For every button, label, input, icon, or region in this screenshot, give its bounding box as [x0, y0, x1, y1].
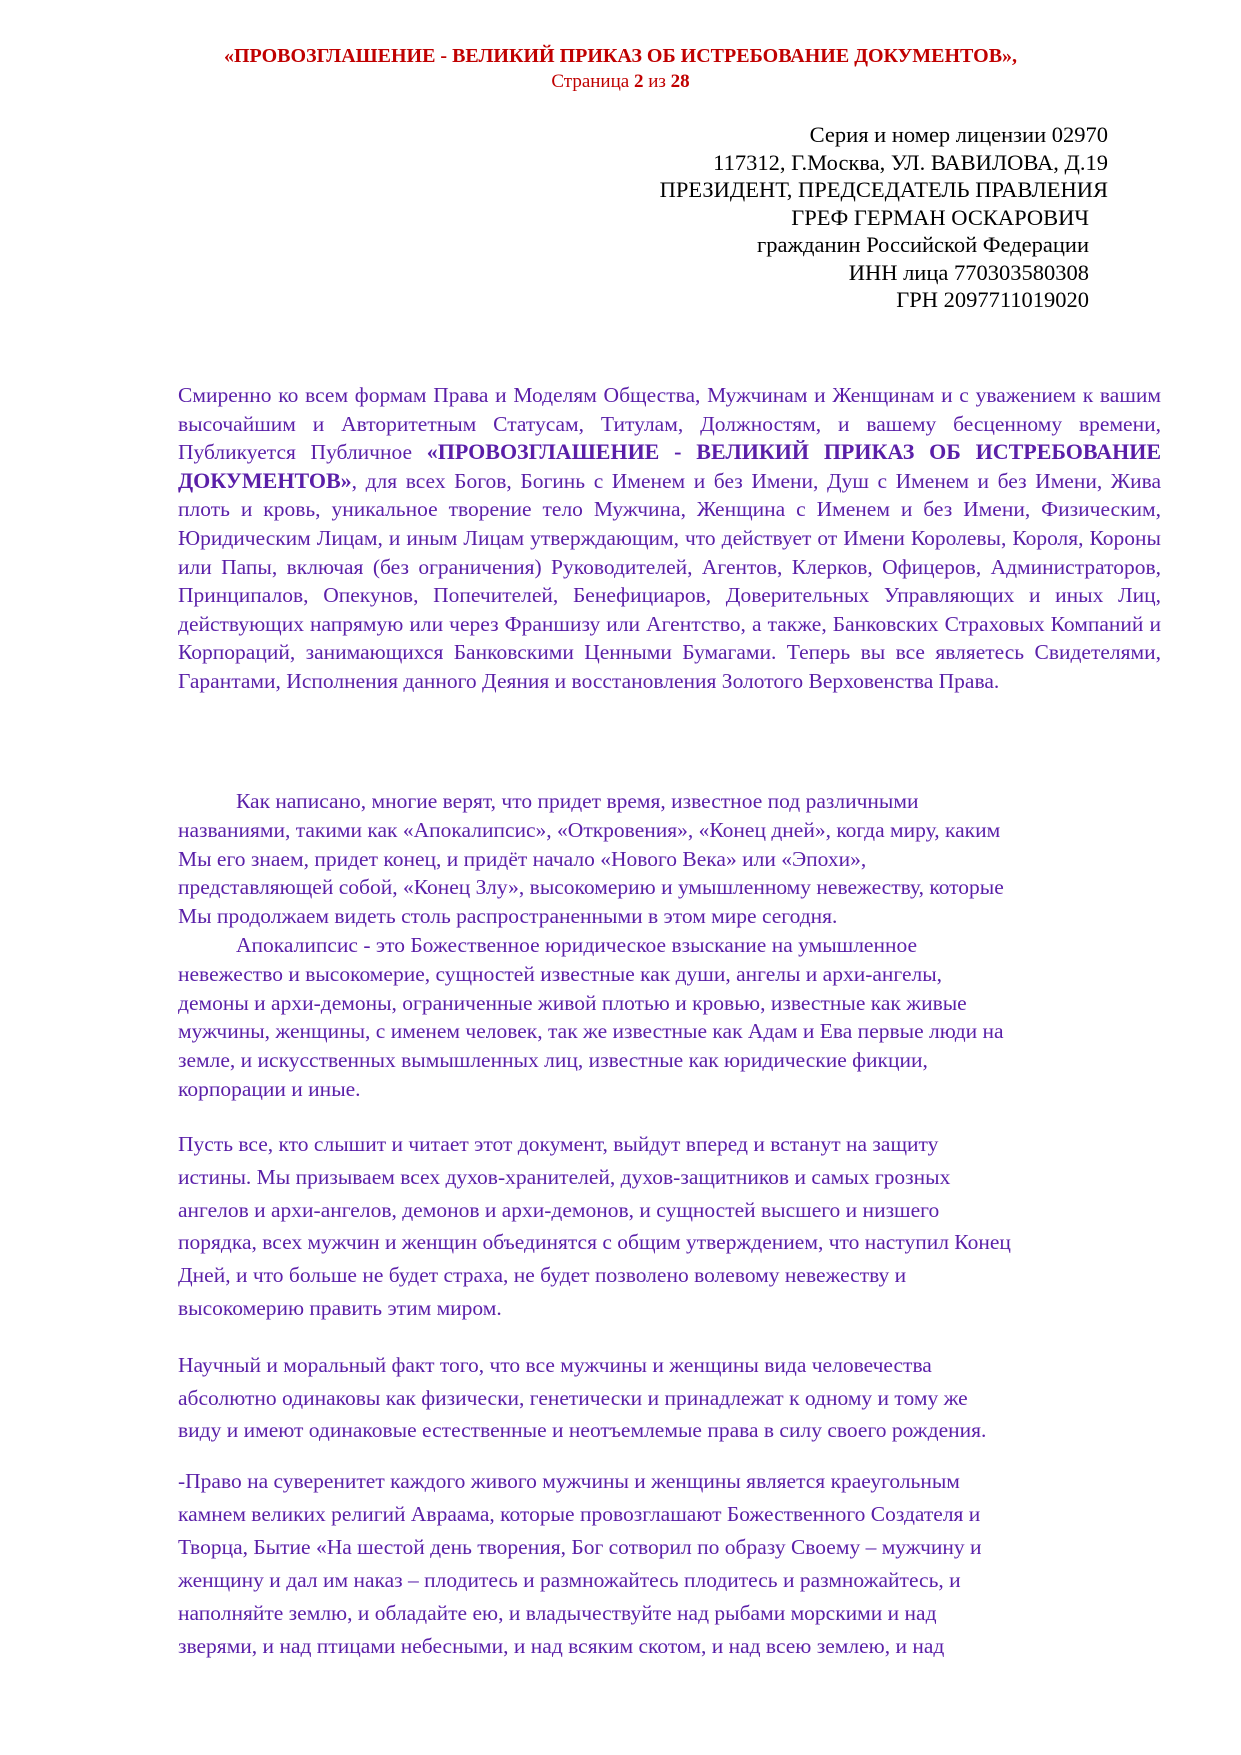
text-line: Пусть все, кто слышит и читает этот документ, выйдут вперед и встанут на защиту — [178, 1132, 939, 1156]
citizenship-line: гражданин Российской Федерации — [757, 232, 1089, 257]
text-line: истины. Мы призываем всех духов-хранителей, духов-защитников и самых грозных — [178, 1164, 951, 1189]
text-line: женщину и дал им наказ – плодитесь и размножайтесь плодитесь и размножайтесь, и — [178, 1567, 961, 1592]
text-line: корпорации и иные. — [178, 1076, 361, 1101]
text-line: камнем великих религий Авраама, которые провозглашают Божественного Создателя и — [178, 1501, 981, 1526]
call-paragraph — [178, 1128, 1178, 1325]
page-prefix: Страница — [551, 71, 630, 92]
page-current: 2 — [633, 71, 644, 92]
text-line: Научный и моральный факт того, что все мужчины и женщины вида человечества — [178, 1353, 932, 1377]
inn-line: ИНН лица 770303580308 — [848, 259, 1089, 285]
document-title: «ПРОВОЗГЛАШЕНИЕ - ВЕЛИКИЙ ПРИКАЗ ОБ ИСТРЕБОВАНИЕ ДОКУМЕНТОВ», — [223, 45, 1018, 67]
text-line: ангелов и архи-ангелов, демонов и архи-демонов, и сущностей высшего и низшего — [178, 1197, 940, 1222]
text-line: мужчины, женщины, с именем человек, так же известные как Адам и Ева первые люди на — [178, 1019, 1004, 1044]
text-line: Как написано, многие верят, что придет время, известное под различными — [236, 789, 919, 813]
text-line: земле, и искусственных вымышленных лиц, известные как юридические фикции, — [178, 1048, 928, 1073]
page-counter — [0, 69, 1241, 94]
text-line: Творца, Бытие «На шестой день творения, Бог сотворил по образу Своему – мужчину и — [178, 1534, 982, 1559]
name-line: ГРЕФ ГЕРМАН ОСКАРОВИЧ — [791, 204, 1089, 230]
prophecy-paragraph — [178, 787, 1178, 1104]
text-line: Дней, и что больше не будет страха, не будет позволено волевому невежеству и — [178, 1263, 907, 1288]
text-line: Мы его знаем, придет конец, и придёт начало «Нового Века» или «Эпохи», — [178, 846, 867, 871]
text-line: виду и имеют одинаковые естественные и неотъемлемые права в силу своего рождения. — [178, 1418, 987, 1443]
addressee-block — [0, 121, 1241, 314]
text-line: высокомерию править этим миром. — [178, 1295, 502, 1320]
address-line: 117312, Г.Москва, УЛ. ВАВИЛОВА, Д.19 — [713, 149, 1108, 175]
text-line: Апокалипсис - это Божественное юридическое взыскание на умышленное — [236, 932, 918, 957]
text-line: наполняйте землю, и обладайте ею, и владычествуйте над рыбами морскими и над — [178, 1600, 937, 1625]
text-line: невежество и высокомерие, сущностей известные как души, ангелы и архи-ангелы, — [178, 961, 943, 986]
position-line: ПРЕЗИДЕНТ, ПРЕДСЕДАТЕЛЬ ПРАВЛЕНИЯ — [659, 177, 1108, 202]
page-header — [0, 44, 1241, 94]
fact-paragraph — [178, 1349, 1178, 1447]
sovereignty-paragraph — [178, 1465, 1178, 1662]
license-line: Серия и номер лицензии 02970 — [809, 122, 1108, 147]
text-line: порядка, всех мужчин и женщин объединятся с общим утверждением, что наступил Конец — [178, 1230, 1011, 1255]
text-line: демоны и архи-демоны, ограниченные живой плотью и кровью, известные как живые — [178, 990, 967, 1015]
grn-line: ГРН 2097711019020 — [896, 287, 1089, 312]
text-line: названиями, такими как «Апокалипсис», «Откровения», «Конец дней», когда миру, каким — [178, 817, 1001, 842]
intro-text-end: , для всех Богов, Богинь с Именем и без Имени, Душ с Именем и без Имени, Жива плоть и кровь, уникальное творение тело Мужчина, Женщина с Именем и без Имени, Физическим, Юридическим Лицам, и иным Лицам утверждающим, что действует от Имени Королевы, Короля, Короны или Папы, включая (без ограничения) Руководителей, Агентов, Клерков, Офицеров, Администраторов, Принципалов, Опекунов, Попечителей, Бенефициаров, Доверительных Управляющих и иных Лиц, действующих напрямую или через Франшизу или Агентство, а также, Банковских Страховых Компаний и Корпораций, занимающихся Банковскими Ценными Бумагами. Теперь вы все являетесь Свидетелями, Гарантами, Исполнения данного Деяния и восстановления Золотого Верховенства Права. — [178, 468, 1161, 693]
text-line: представляющей собой, «Конец Злу», высокомерию и умышленному невежеству, которые — [178, 875, 1004, 900]
text-line: Мы продолжаем видеть столь распространенными в этом мире сегодня. — [178, 904, 838, 929]
page-of: из — [648, 71, 666, 92]
intro-proclamation-title: «ПРОВОЗГЛАШЕНИЕ - ВЕЛИКИЙ ПРИКАЗ ОБ ИСТРЕБОВАНИЕ ДОКУМЕНТОВ» — [178, 439, 1161, 493]
intro-text-start: Смиренно ко всем формам Права и Моделям Общества, Мужчинам и Женщинам и с уважением к вашим высочайшим и Авторитетным Статусам, Титулам, Должностям, и вашему бесценному времени, Публикуется Публичное — [178, 383, 1161, 465]
intro-paragraph — [178, 381, 1161, 696]
text-line: зверями, и над птицами небесными, и над всяким скотом, и над всею землею, и над — [178, 1633, 945, 1658]
text-line: -Право на суверенитет каждого живого мужчины и женщины является краеугольным — [178, 1469, 960, 1493]
text-line: абсолютно одинаковы как физически, генетически и принадлежат к одному и тому же — [178, 1385, 968, 1410]
page-total: 28 — [670, 71, 690, 92]
